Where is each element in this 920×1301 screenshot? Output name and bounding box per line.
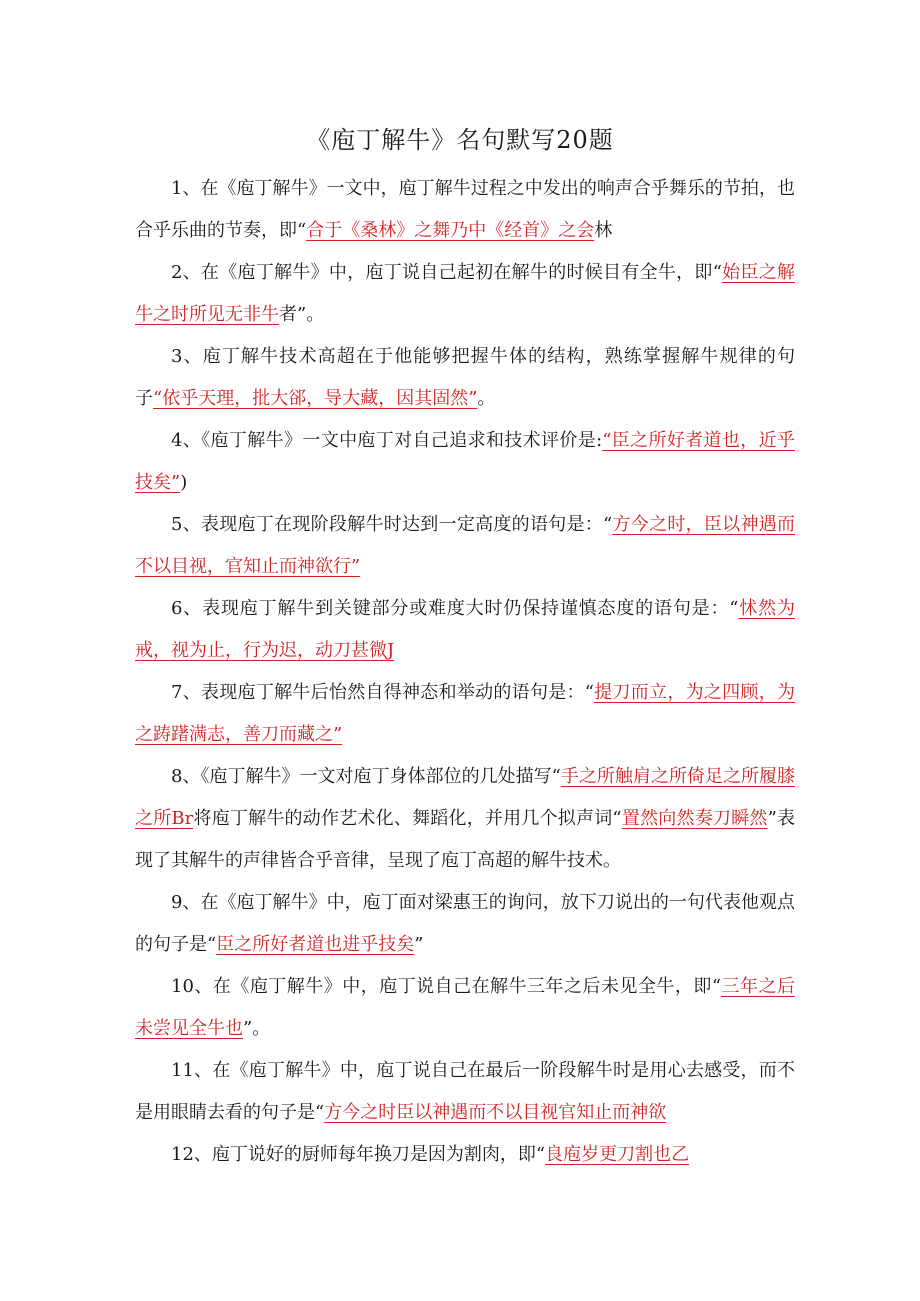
question-tail: 林 xyxy=(594,220,613,241)
question-3 xyxy=(135,336,795,420)
answer-text: 良庖岁更刀割也乙 xyxy=(545,1144,690,1165)
question-list xyxy=(135,168,795,1176)
question-6 xyxy=(135,588,795,672)
question-prompt: 10、在《庖丁解牛》中，庖丁说自己在解牛三年之后未见全牛，即“ xyxy=(171,976,722,997)
answer-text: 三年之后未尝见全牛也 xyxy=(135,976,796,1039)
answer-text: 提刀而立，为之四顾，为之踌躇满志，善刀而藏之” xyxy=(135,682,796,745)
answer-text: “依乎天理，批大郤，导大藏，因其固然” xyxy=(153,388,478,409)
question-prompt: 6、表现庖丁解牛到关键部分或难度大时仍保持谨慎态度的语句是：“ xyxy=(171,598,739,619)
question-1 xyxy=(135,168,795,252)
question-7 xyxy=(135,672,795,756)
answer-text: 始臣之解牛之时所见无非牛 xyxy=(135,262,796,325)
question-tail: ”。 xyxy=(243,1018,271,1039)
question-prompt: 12、庖丁说好的厨师每年换刀是因为割肉，即“ xyxy=(171,1144,546,1165)
question-tail: ) xyxy=(180,472,188,493)
question-tail: 将庖丁解牛的动作艺术化、舞蹈化，并用几个拟声词“ xyxy=(193,808,622,829)
question-prompt: 7、表现庖丁解牛后怡然自得神态和举动的语句是：“ xyxy=(171,682,594,703)
page-title: 《庖丁解牛》名句默写20题 xyxy=(306,126,614,154)
question-prompt: 2、在《庖丁解牛》中，庖丁说自己起初在解牛的时候目有全牛，即“ xyxy=(171,262,722,283)
question-10 xyxy=(135,966,795,1050)
question-5 xyxy=(135,504,795,588)
question-tail: 者”。 xyxy=(279,304,325,325)
question-prompt: 3、庖丁解牛技术高超在于他能够把握牛体的结构，熟练掌握解牛规律的句子 xyxy=(135,346,795,409)
question-12 xyxy=(135,1134,795,1176)
answer-text: 怵然为戒，视为止，行为迟，动刀甚微J xyxy=(135,598,796,661)
question-prompt: 9、在《庖丁解牛》中，庖丁面对梁惠王的询问，放下刀说出的一句代表他观点的句子是“ xyxy=(135,892,795,955)
question-tail: 。 xyxy=(477,388,496,409)
question-prompt: 8、《庖丁解牛》一文对庖丁身体部位的几处描写“ xyxy=(171,766,561,787)
question-11 xyxy=(135,1050,795,1134)
question-prompt: 1、在《庖丁解牛》一文中，庖丁解牛过程之中发出的响声合乎舞乐的节拍，也合乎乐曲的节奏，即“ xyxy=(135,178,795,241)
question-prompt: 5、表现庖丁在现阶段解牛时达到一定高度的语句是：“ xyxy=(171,514,613,535)
question-prompt: 4、《庖丁解牛》一文中庖丁对自己追求和技术评价是: xyxy=(171,430,603,451)
question-8 xyxy=(135,756,795,882)
answer-text-2: 置然向然奏刀瞬然 xyxy=(621,808,768,829)
answer-text: 臣之所好者道也进乎技矣 xyxy=(216,934,415,955)
answer-text: 手之所触肩之所倚足之所履膝之所Br xyxy=(135,766,796,829)
question-tail: ” xyxy=(414,934,424,955)
answer-text: 方今之时臣以神遇而不以目视官知止而神欲 xyxy=(324,1102,667,1123)
question-tail-2: ”表现了其解牛的声律皆合乎音律，呈现了庖丁高超的解牛技术。 xyxy=(135,808,795,871)
answer-text: 合于《桑林》之舞乃中《经首》之会 xyxy=(306,220,595,241)
question-prompt: 11、在《庖丁解牛》中，庖丁说自己在最后一阶段解牛时是用心去感受，而不是用眼睛去看的句子是“ xyxy=(135,1060,795,1123)
question-9 xyxy=(135,882,795,966)
answer-text: 方今之时，臣以神遇而不以目视，官知止而神欲行” xyxy=(135,514,795,577)
question-2 xyxy=(135,252,795,336)
question-4 xyxy=(135,420,795,504)
answer-text: “臣之所好者道也，近乎技矣” xyxy=(135,430,796,493)
